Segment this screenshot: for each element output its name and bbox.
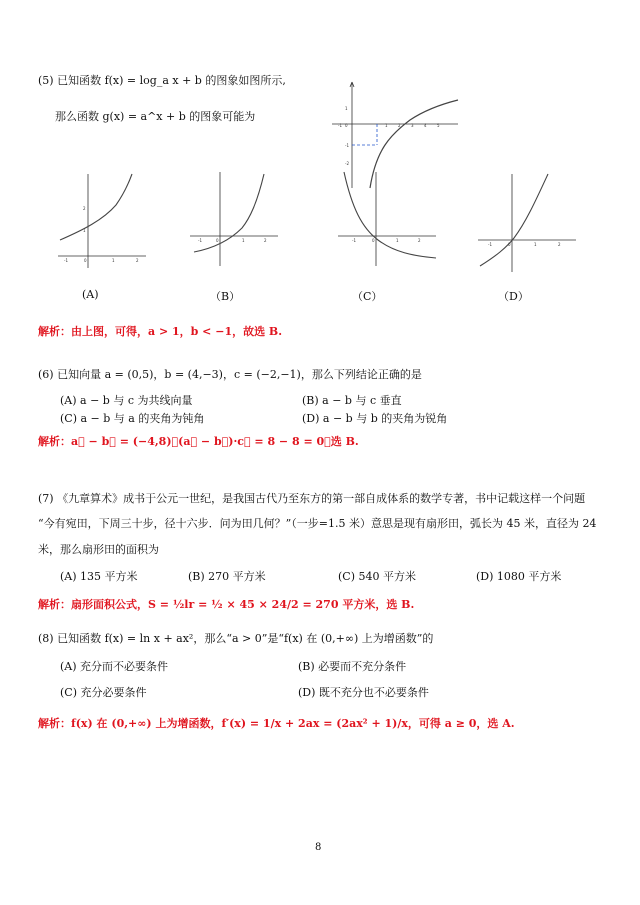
q8-stem: (8) 已知函数 f(x) = ln x + ax²，那么“a > 0”是“f(x) 在 (0,+∞) 上为增函数”的 [38, 632, 434, 645]
svg-text:2: 2 [264, 238, 267, 243]
q6-solution: 解析：a⃗ − b⃗ = (−4,8)，(a⃗ − b⃗)·c⃗ = 8 − 8 = 0，选 B. [38, 435, 359, 448]
svg-text:0: 0 [372, 238, 375, 243]
option-c-graph [338, 168, 438, 268]
svg-text:5: 5 [437, 123, 440, 128]
q8-option-c: (C) 充分必要条件 [60, 686, 147, 699]
svg-text:2: 2 [418, 238, 421, 243]
page-number: 8 [315, 842, 322, 853]
q8-solution: 解析：f(x) 在 (0,+∞) 上为增函数，f′(x) = 1/x + 2ax = (2ax² + 1)/x，可得 a ≥ 0，选 A. [38, 717, 515, 730]
q7-stem-line1: (7) 《九章算术》成书于公元一世纪，是我国古代乃至东方的第一部自成体系的数学专著，书中记载这样一个问题 [38, 492, 586, 505]
q6-option-a: (A) a − b 与 c 为共线向量 [60, 394, 193, 407]
svg-text:-1: -1 [488, 242, 492, 247]
svg-text:0: 0 [84, 258, 87, 263]
q6-stem: (6) 已知向量 a = (0,5)，b = (4,−3)，c = (−2,−1)，那么下列结论正确的是 [38, 368, 422, 381]
q6-option-d: (D) a − b 与 b 的夹角为锐角 [302, 412, 448, 425]
svg-text:1: 1 [385, 123, 388, 128]
q7-stem-line2: “今有宛田，下周三十步，径十六步．问为田几何？”（一步=1.5 米）意思是现有扇形田，弧长为 45 米，直径为 24 [38, 517, 597, 530]
svg-text:1: 1 [534, 242, 537, 247]
option-d-graph [478, 170, 578, 274]
svg-text:1: 1 [83, 228, 86, 233]
svg-text:-1: -1 [345, 143, 349, 148]
q7-stem-line3: 米，那么扇形田的面积为 [38, 543, 159, 556]
svg-text:-1: -1 [338, 123, 342, 128]
svg-text:2: 2 [136, 258, 139, 263]
svg-text:1: 1 [345, 106, 348, 111]
q5-line1: (5) 已知函数 f(x) = log_a x + b 的图象如图所示, [38, 74, 286, 87]
q7-option-a: (A) 135 平方米 [60, 570, 138, 583]
option-b-label: （B） [210, 290, 241, 303]
svg-text:1: 1 [242, 238, 245, 243]
q5-line2: 那么函数 g(x) = a^x + b 的图象可能为 [55, 110, 256, 123]
q7-option-c: (C) 540 平方米 [338, 570, 416, 583]
q6-option-b: (B) a − b 与 c 垂直 [302, 394, 402, 407]
svg-text:-1: -1 [64, 258, 68, 263]
q8-option-d: (D) 既不充分也不必要条件 [298, 686, 429, 699]
svg-text:2: 2 [558, 242, 561, 247]
option-c-label: （C） [352, 290, 383, 303]
q6-option-c: (C) a − b 与 a 的夹角为钝角 [60, 412, 205, 425]
svg-text:2: 2 [398, 123, 401, 128]
q7-solution: 解析：扇形面积公式，S = ½lr = ½ × 45 × 24/2 = 270 平方米，选 B. [38, 598, 415, 611]
q5-solution: 解析：由上图，可得，a > 1，b < −1，故选 B. [38, 325, 283, 338]
svg-text:1: 1 [112, 258, 115, 263]
svg-text:-1: -1 [352, 238, 356, 243]
svg-text:1: 1 [396, 238, 399, 243]
q7-option-b: (B) 270 平方米 [188, 570, 266, 583]
svg-text:2: 2 [83, 206, 86, 211]
svg-text:0: 0 [508, 242, 511, 247]
svg-text:-1: -1 [198, 238, 202, 243]
svg-text:0: 0 [345, 123, 348, 128]
svg-text:3: 3 [411, 123, 414, 128]
option-a-label: (A) [82, 288, 99, 301]
option-a-graph [58, 170, 148, 270]
q8-option-b: (B) 必要而不充分条件 [298, 660, 407, 673]
svg-text:4: 4 [424, 123, 427, 128]
svg-text:0: 0 [216, 238, 219, 243]
svg-text:-2: -2 [345, 161, 349, 166]
option-b-graph [190, 168, 280, 268]
q8-option-a: (A) 充分而不必要条件 [60, 660, 169, 673]
option-d-label: （D） [498, 290, 529, 303]
q7-option-d: (D) 1080 平方米 [476, 570, 562, 583]
